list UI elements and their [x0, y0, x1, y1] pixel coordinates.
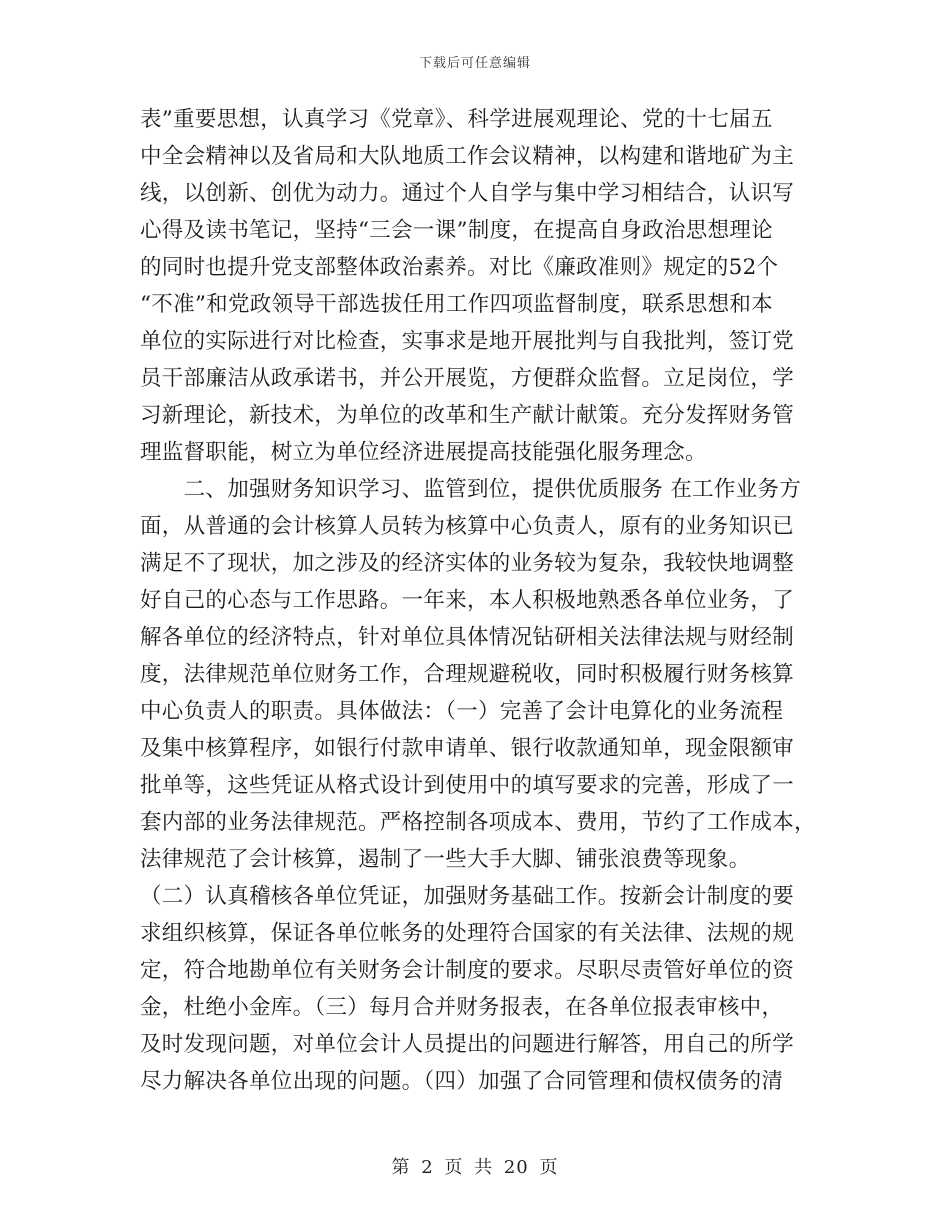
- text-line: 批单等，这些凭证从格式设计到使用中的填写要求的完善，形成了一: [140, 773, 795, 798]
- text-line: 心得及读书笔记，坚持“三会一课”制度，在提高自身政治思想理论: [140, 218, 773, 243]
- text-line: 的同时也提升党支部整体政治素养。对比《廉政准则》规定的52个: [140, 255, 779, 280]
- text-line: 单位的实际进行对比检查，实事求是地开展批判与自我批判，签订党: [140, 329, 795, 354]
- text-line: 及时发现问题，对单位会计人员提出的问题进行解答，用自己的所学: [140, 1032, 795, 1057]
- text-line: 解各单位的经济特点，针对单位具体情况钻研相关法律法规与财经制: [140, 625, 795, 650]
- text-line: 金，杜绝小金库。（三）每月合并财务报表，在各单位报表审核中，: [140, 995, 784, 1020]
- text-line: 求组织核算，保证各单位帐务的处理符合国家的有关法律、法规的规: [140, 921, 795, 946]
- text-line: “不准”和党政领导干部选拔任用工作四项监督制度，联系思想和本: [140, 292, 773, 317]
- text-line: 中心负责人的职责。具体做法：（一）完善了会计电算化的业务流程: [140, 699, 784, 724]
- text-line: 好自己的心态与工作思路。一年来，本人积极地熟悉各单位业务，了: [140, 588, 795, 613]
- text-line: （二）认真稽核各单位凭证，加强财务基础工作。按新会计制度的要: [140, 884, 795, 909]
- text-line: 尽力解决各单位出现的问题。（四）加强了合同管理和债权债务的清: [140, 1069, 784, 1094]
- text-line: 法律规范了会计核算，遏制了一些大手大脚、铺张浪费等现象。: [140, 847, 751, 872]
- text-line: 面，从普通的会计核算人员转为核算中心负责人，原有的业务知识已: [140, 514, 795, 539]
- text-line: 线，以创新、创优为动力。通过个人自学与集中学习相结合，认识写: [140, 181, 795, 206]
- text-line: 理监督职能，树立为单位经济进展提高技能强化服务理念。: [140, 440, 707, 465]
- text-line: 表”重要思想，认真学习《党章》、科学进展观理论、党的十七届五: [140, 107, 773, 132]
- text-line: 套内部的业务法律规范。严格控制各项成本、费用，节约了工作成本，: [140, 810, 816, 835]
- text-line: 满足不了现状，加之涉及的经济实体的业务较为复杂，我较快地调整: [140, 551, 795, 576]
- document-body: [140, 101, 820, 1100]
- text-line: 员干部廉洁从政承诺书，并公开展览，方便群众监督。立足岗位，学: [140, 366, 795, 391]
- text-line: 及集中核算程序，如银行付款申请单、银行收款通知单，现金限额审: [140, 736, 795, 761]
- page-number-footer: 第 2 页 共 20 页: [391, 1157, 559, 1178]
- text-line: 中全会精神以及省局和大队地质工作会议精神，以构建和谐地矿为主: [140, 144, 795, 169]
- text-line: 习新理论，新技术，为单位的改革和生产献计献策。充分发挥财务管: [140, 403, 795, 428]
- text-line: 度，法律规范单位财务工作，合理规避税收，同时积极履行财务核算: [140, 662, 795, 687]
- text-line: 二、加强财务知识学习、监管到位，提供优质服务 在工作业务方: [140, 477, 802, 502]
- page-header: 下载后可任意编辑: [418, 56, 531, 71]
- text-line: 定，符合地勘单位有关财务会计制度的要求。尽职尽责管好单位的资: [140, 958, 795, 983]
